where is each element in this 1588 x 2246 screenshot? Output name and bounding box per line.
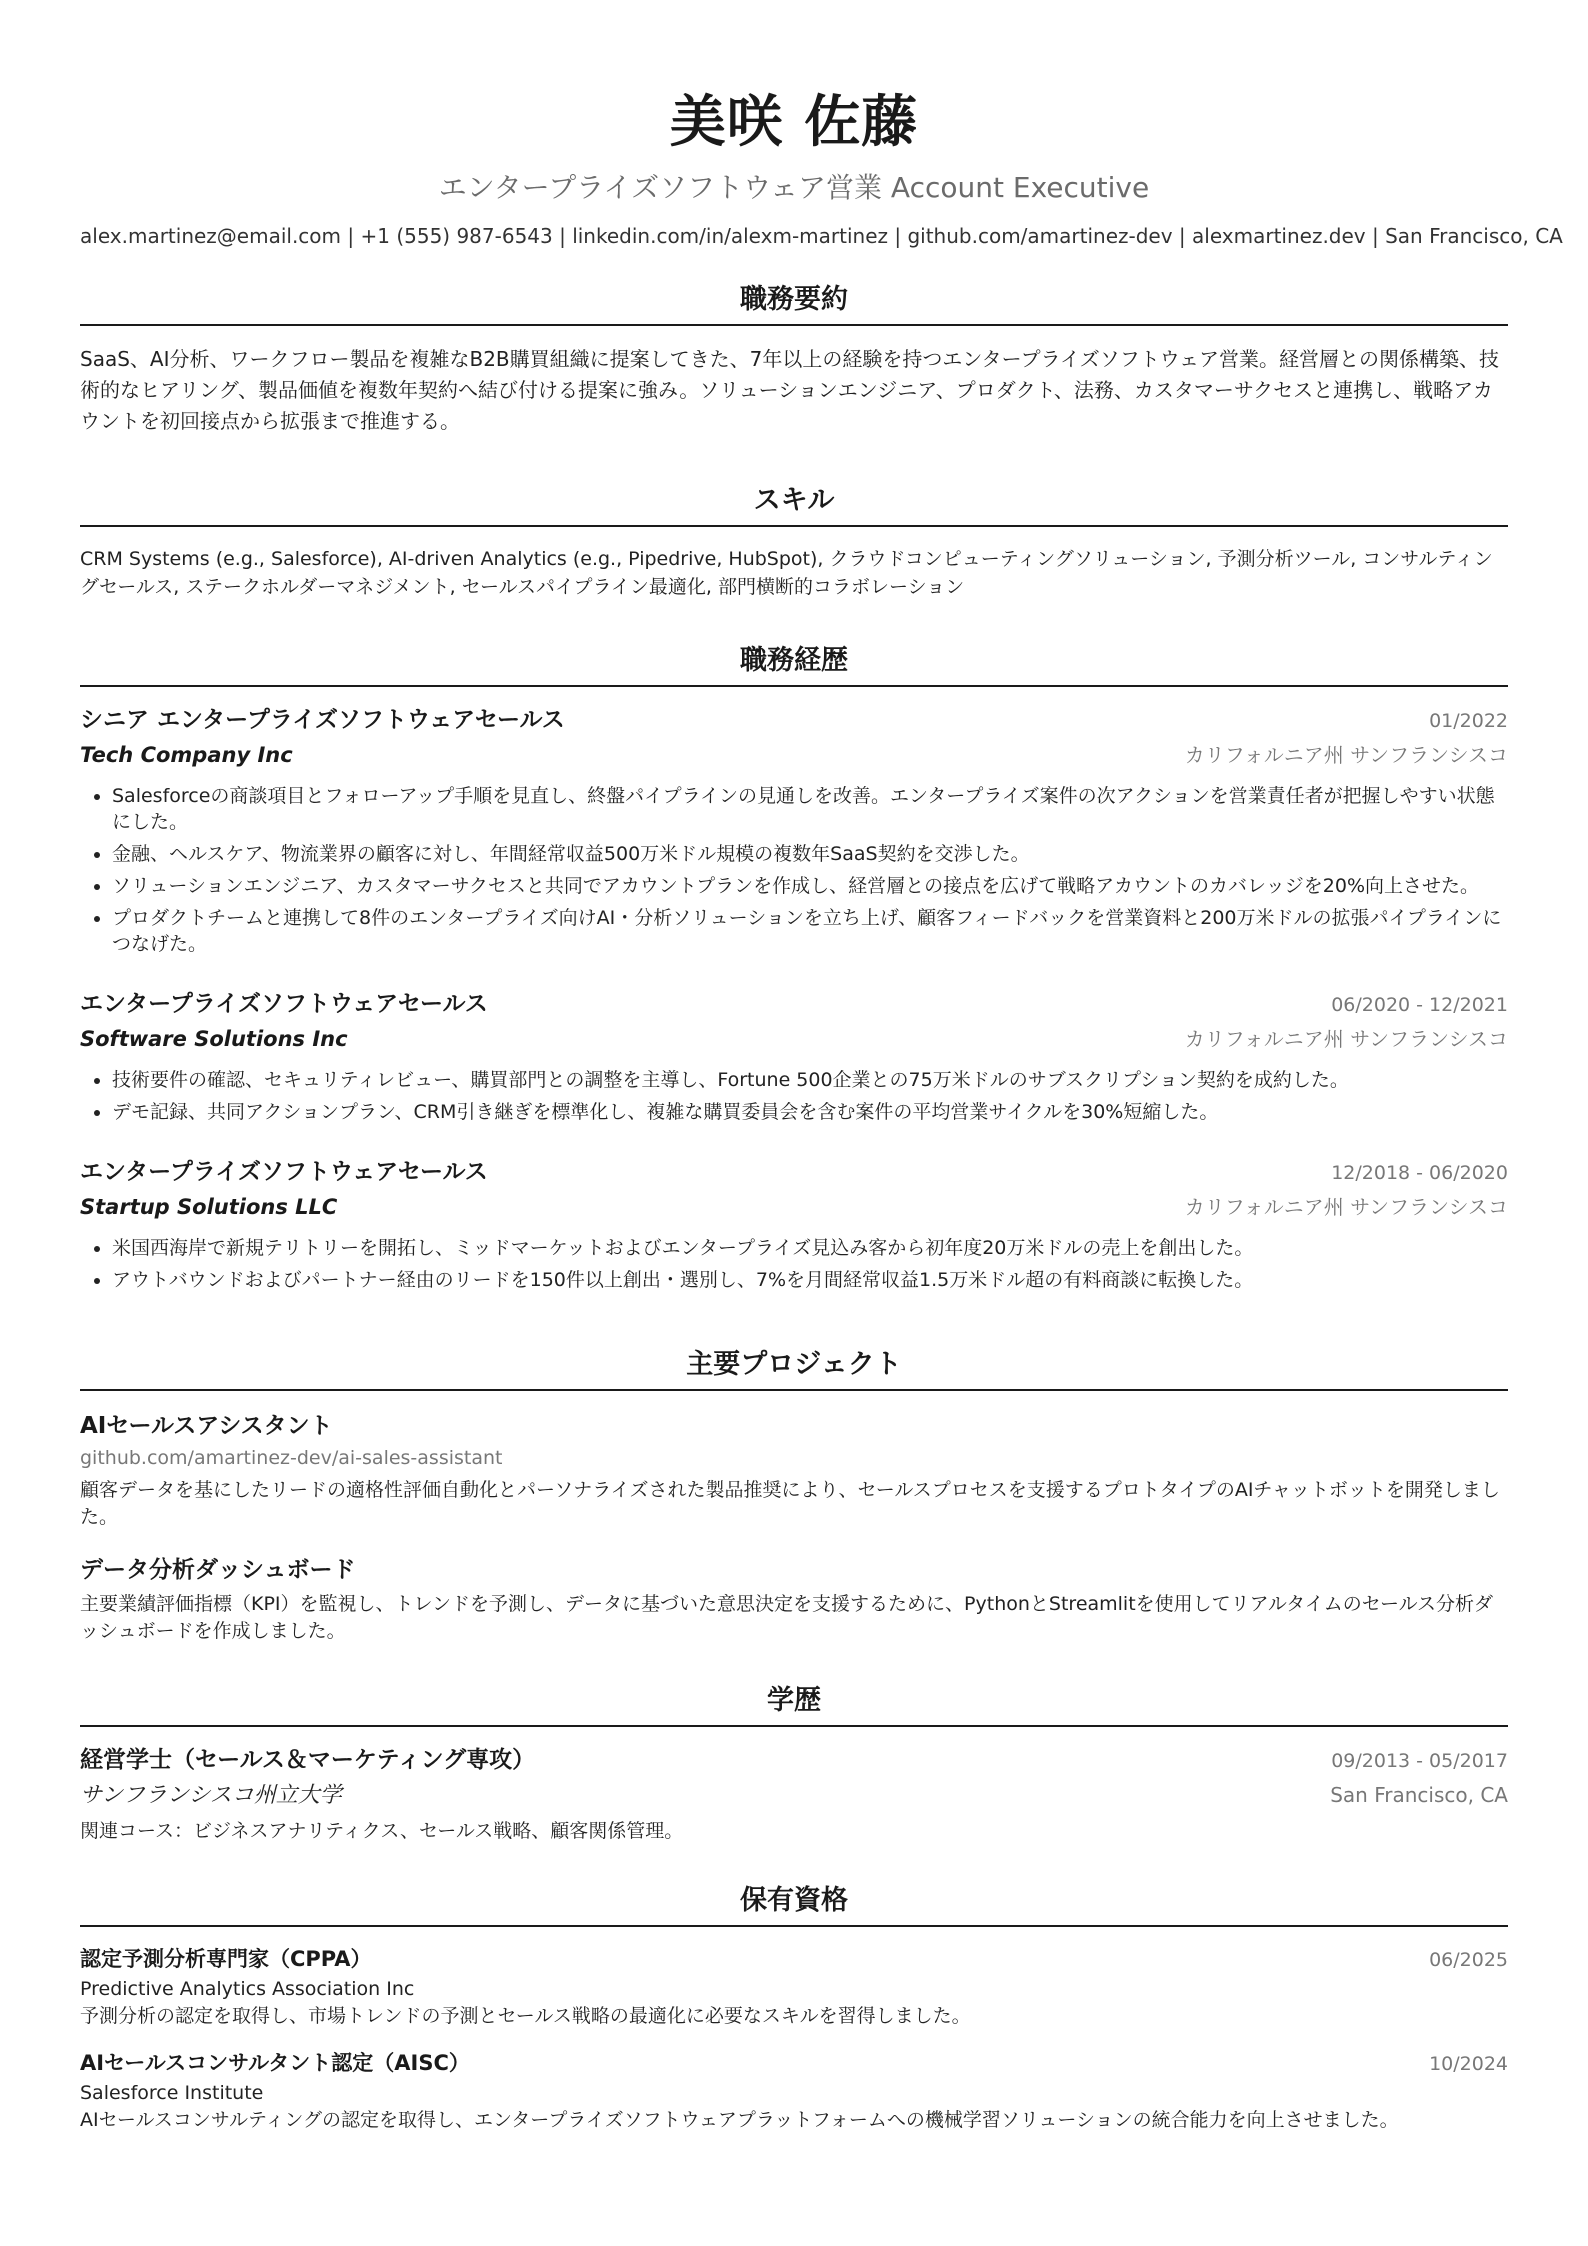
project-link[interactable]: github.com/amartinez-dev/ai-sales-assistant — [80, 1447, 503, 1469]
job-date: 06/2020 - 12/2021 — [1331, 994, 1508, 1016]
certifications-title: 保有資格 — [80, 1881, 1508, 1927]
job-entry — [80, 1155, 1508, 1293]
job-company: Startup Solutions LLC — [80, 1195, 338, 1219]
job-bullet: • アウトバウンドおよびパートナー経由のリードを150件以上創出・選別し、7%を月間経常収益1.5万米ドル超の有料商談に転換した。 — [112, 1267, 1508, 1293]
project-entry — [80, 1553, 1508, 1645]
job-bullets — [80, 1235, 1508, 1293]
summary-title: 職務要約 — [80, 280, 1508, 326]
project-description: 主要業績評価指標（KPI）を監視し、トレンドを予測し、データに基づいた意思決定を支援するために、PythonとStreamlitを使用してリアルタイムのセールス分析ダッシュボードを作成しました。 — [80, 1593, 1494, 1642]
certification-entry — [80, 1943, 1508, 2029]
education-school: サンフランシスコ州立大学 — [80, 1783, 342, 1808]
job-bullet: • 技術要件の確認、セキュリティレビュー、購買部門との調整を主導し、Fortune 500企業との75万米ドルのサブスクリプション契約を成約した。 — [112, 1067, 1508, 1093]
job-location: カリフォルニア州 サンフランシスコ — [1184, 743, 1508, 767]
candidate-name: 美咲 佐藤 — [669, 89, 919, 155]
education-section — [80, 1681, 1508, 1845]
job-bullet: • デモ記録、共同アクションプラン、CRM引き継ぎを標準化し、複雑な購買委員会を含む案件の平均営業サイクルを30%短縮した。 — [112, 1099, 1508, 1125]
job-bullet: • Salesforceの商談項目とフォローアップ手順を見直し、終盤パイプラインの見通しを改善。エンタープライズ案件の次アクションを営業責任者が把握しやすい状態にした。 — [112, 783, 1508, 835]
job-date: 12/2018 - 06/2020 — [1331, 1162, 1508, 1184]
summary-section — [80, 280, 1508, 437]
job-company: Software Solutions Inc — [80, 1027, 348, 1051]
job-title: シニア エンタープライズソフトウェアセールス — [80, 707, 565, 733]
summary-text: SaaS、AI分析、ワークフロー製品を複雑なB2B購買組織に提案してきた、7年以上の経験を持つエンタープライズソフトウェア営業。経営層との関係構築、技術的なヒアリング、製品価値を複数年契約へ結び付ける提案に強み。ソリューションエンジニア、プロダクト、法務、カスタマーサクセスと連携し、戦略アカウントを初回接点から拡張まで推進する。 — [80, 347, 1499, 433]
project-title: AIセールスアシスタント — [80, 1413, 333, 1439]
job-bullets — [80, 783, 1508, 957]
certification-date: 06/2025 — [1429, 1949, 1508, 1971]
certification-name: 認定予測分析専門家（CPPA） — [80, 1947, 372, 1971]
certification-description: AIセールスコンサルティングの認定を取得し、エンタープライズソフトウェアプラットフォームへの機械学習ソリューションの統合能力を向上させました。 — [80, 2109, 1399, 2131]
job-location: カリフォルニア州 サンフランシスコ — [1184, 1027, 1508, 1051]
job-bullet: • 金融、ヘルスケア、物流業界の顧客に対し、年間経常収益500万米ドル規模の複数年SaaS契約を交渉した。 — [112, 841, 1508, 867]
experience-title: 職務経歴 — [80, 641, 1508, 687]
job-date: 01/2022 — [1429, 710, 1508, 732]
job-bullets — [80, 1067, 1508, 1125]
education-courses: 関連コース：ビジネスアナリティクス、セールス戦略、顧客関係管理。 — [80, 1820, 684, 1842]
education-date: 09/2013 - 05/2017 — [1331, 1750, 1508, 1772]
projects-title: 主要プロジェクト — [80, 1345, 1508, 1391]
job-bullet: • ソリューションエンジニア、カスタマーサクセスと共同でアカウントプランを作成し、経営層との接点を広げて戦略アカウントのカバレッジを20%向上させた。 — [112, 873, 1508, 899]
certification-description: 予測分析の認定を取得し、市場トレンドの予測とセールス戦略の最適化に必要なスキルを習得しました。 — [80, 2005, 971, 2027]
job-title: エンタープライズソフトウェアセールス — [80, 1159, 488, 1185]
job-title: エンタープライズソフトウェアセールス — [80, 991, 488, 1017]
education-degree: 経営学士（セールス＆マーケティング専攻） — [80, 1747, 536, 1773]
job-location: カリフォルニア州 サンフランシスコ — [1184, 1195, 1508, 1219]
candidate-subtitle: エンタープライズソフトウェア営業 Account Executive — [438, 171, 1150, 204]
education-location: San Francisco, CA — [1330, 1783, 1508, 1807]
skills-section — [80, 481, 1508, 601]
job-bullet: • プロダクトチームと連携して8件のエンタープライズ向けAI・分析ソリューションを立ち上げ、顧客フィードバックを営業資料と200万米ドルの拡張パイプラインにつなげた。 — [112, 905, 1508, 957]
experience-section — [80, 641, 1508, 1293]
project-entry — [80, 1409, 1508, 1531]
certification-org: Salesforce Institute — [80, 2082, 264, 2104]
certifications-section — [80, 1881, 1508, 2133]
contact-line: alex.martinez@email.com | +1 (555) 987-6543 | linkedin.com/in/alexm-martinez | github.com/amartinez-dev | alexmartinez.dev | San Francisco, CA — [80, 224, 1563, 248]
certification-name: AIセールスコンサルタント認定（AISC） — [80, 2051, 470, 2075]
certification-org: Predictive Analytics Association Inc — [80, 1978, 415, 2000]
certification-date: 10/2024 — [1429, 2053, 1508, 2075]
job-bullet: • 米国西海岸で新規テリトリーを開拓し、ミッドマーケットおよびエンタープライズ見込み客から初年度20万米ドルの売上を創出した。 — [112, 1235, 1508, 1261]
project-title: データ分析ダッシュボード — [80, 1557, 356, 1583]
projects-section — [80, 1345, 1508, 1645]
education-title: 学歴 — [80, 1681, 1508, 1727]
skills-title: スキル — [80, 481, 1508, 527]
certification-entry — [80, 2047, 1508, 2133]
resume-header — [80, 0, 1563, 250]
job-company: Tech Company Inc — [80, 743, 293, 767]
project-description: 顧客データを基にしたリードの適格性評価自動化とパーソナライズされた製品推奨により、セールスプロセスを支援するプロトタイプのAIチャットボットを開発しました。 — [80, 1479, 1500, 1528]
job-entry — [80, 987, 1508, 1125]
skills-text: CRM Systems (e.g., Salesforce), AI-driven Analytics (e.g., Pipedrive, HubSpot), クラウドコンピューティングソリューション, 予測分析ツール, コンサルティングセールス, ステークホルダーマネジメント, セールスパイプライン最適化, 部門横断的コラボレーション — [80, 548, 1493, 598]
job-entry — [80, 703, 1508, 957]
